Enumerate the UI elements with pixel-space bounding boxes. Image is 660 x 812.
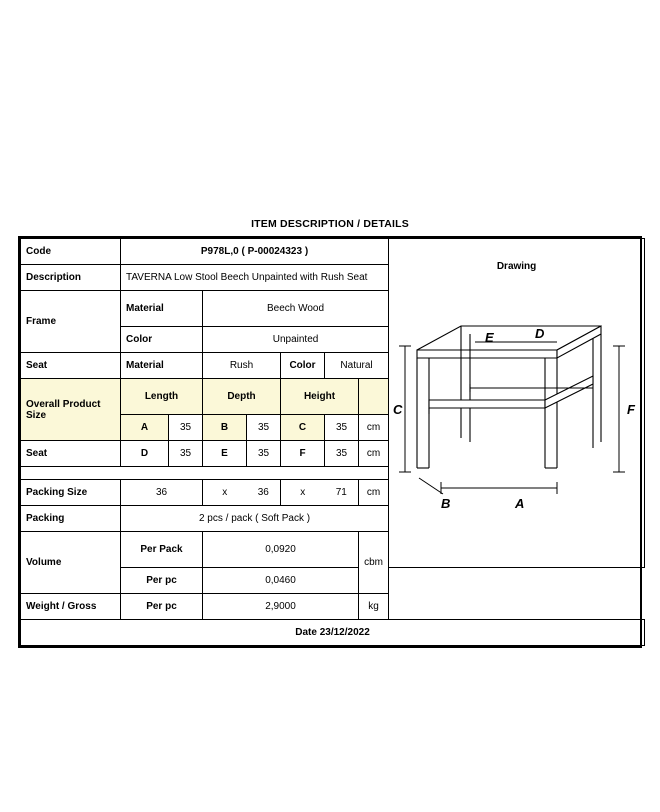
frame-material-value: Beech Wood <box>203 291 389 327</box>
packing-size-height: 71 <box>325 480 359 506</box>
volume-unit: cbm <box>359 532 389 594</box>
dimension-label-a: A <box>515 496 525 511</box>
seat-e-value: 35 <box>247 441 281 467</box>
volume-label: Volume <box>21 532 121 594</box>
description-label: Description <box>21 265 121 291</box>
seat-label: Seat <box>21 353 121 379</box>
seat-d-key: D <box>121 441 169 467</box>
packing-label: Packing <box>21 506 121 532</box>
date-footer: Date 23/12/2022 <box>21 620 645 646</box>
dimension-label-d: D <box>535 326 545 341</box>
packing-size-x2: x <box>281 480 325 506</box>
seat-color-label: Color <box>281 353 325 379</box>
dimension-label-c: C <box>393 402 403 417</box>
spacer-cell <box>21 467 389 480</box>
packing-size-unit: cm <box>359 480 389 506</box>
volume-per-pc-value: 0,0460 <box>203 568 359 594</box>
packing-size-length: 36 <box>121 480 203 506</box>
overall-length-label: Length <box>121 379 203 415</box>
seat-d-value: 35 <box>169 441 203 467</box>
frame-material-label: Material <box>121 291 203 327</box>
overall-a-value: 35 <box>169 415 203 441</box>
packing-size-depth: 36 <box>247 480 281 506</box>
packing-value: 2 pcs / pack ( Soft Pack ) <box>121 506 389 532</box>
seat-size-unit: cm <box>359 441 389 467</box>
table-row-date <box>21 620 645 646</box>
code-label: Code <box>21 239 121 265</box>
stool-drawing-svg <box>389 272 645 552</box>
page-title: ITEM DESCRIPTION / DETAILS <box>251 218 409 230</box>
overall-size-label: Overall Product Size <box>21 379 121 441</box>
seat-material-value: Rush <box>203 353 281 379</box>
dimension-label-f: F <box>627 402 636 417</box>
seat-f-value: 35 <box>325 441 359 467</box>
overall-unit: cm <box>359 415 389 441</box>
overall-a-key: A <box>121 415 169 441</box>
packing-size-x1: x <box>203 480 247 506</box>
table-row-code <box>21 239 645 265</box>
overall-height-label: Height <box>281 379 359 415</box>
frame-color-label: Color <box>121 327 203 353</box>
seat-color-value: Natural <box>325 353 389 379</box>
volume-per-pack-value: 0,0920 <box>203 532 359 568</box>
overall-b-value: 35 <box>247 415 281 441</box>
weight-unit: kg <box>359 594 389 620</box>
drawing-title: Drawing <box>496 261 537 272</box>
weight-per-pc-value: 2,9000 <box>203 594 359 620</box>
seat-e-key: E <box>203 441 247 467</box>
packing-size-label: Packing Size <box>21 480 121 506</box>
overall-unit-spacer <box>359 379 389 415</box>
drawing-cell <box>389 239 645 568</box>
seat-size-label: Seat <box>21 441 121 467</box>
weight-per-pc-label: Per pc <box>121 594 203 620</box>
volume-per-pack-label: Per Pack <box>121 532 203 568</box>
dimension-label-b: B <box>441 496 451 511</box>
details-table-container <box>18 236 642 648</box>
weight-label: Weight / Gross <box>21 594 121 620</box>
details-table <box>20 238 645 646</box>
code-value: P978L,0 ( P-00024323 ) <box>121 239 389 265</box>
frame-label: Frame <box>21 291 121 353</box>
frame-color-value: Unpainted <box>203 327 389 353</box>
overall-b-key: B <box>203 415 247 441</box>
seat-f-key: F <box>281 441 325 467</box>
table-row-weight <box>21 594 645 620</box>
overall-depth-label: Depth <box>203 379 281 415</box>
seat-material-label: Material <box>121 353 203 379</box>
volume-per-pc-label: Per pc <box>121 568 203 594</box>
drawing-area <box>389 272 644 567</box>
overall-c-key: C <box>281 415 325 441</box>
description-value: TAVERNA Low Stool Beech Unpainted with Rush Seat <box>121 265 389 291</box>
overall-c-value: 35 <box>325 415 359 441</box>
dimension-label-e: E <box>485 330 494 345</box>
